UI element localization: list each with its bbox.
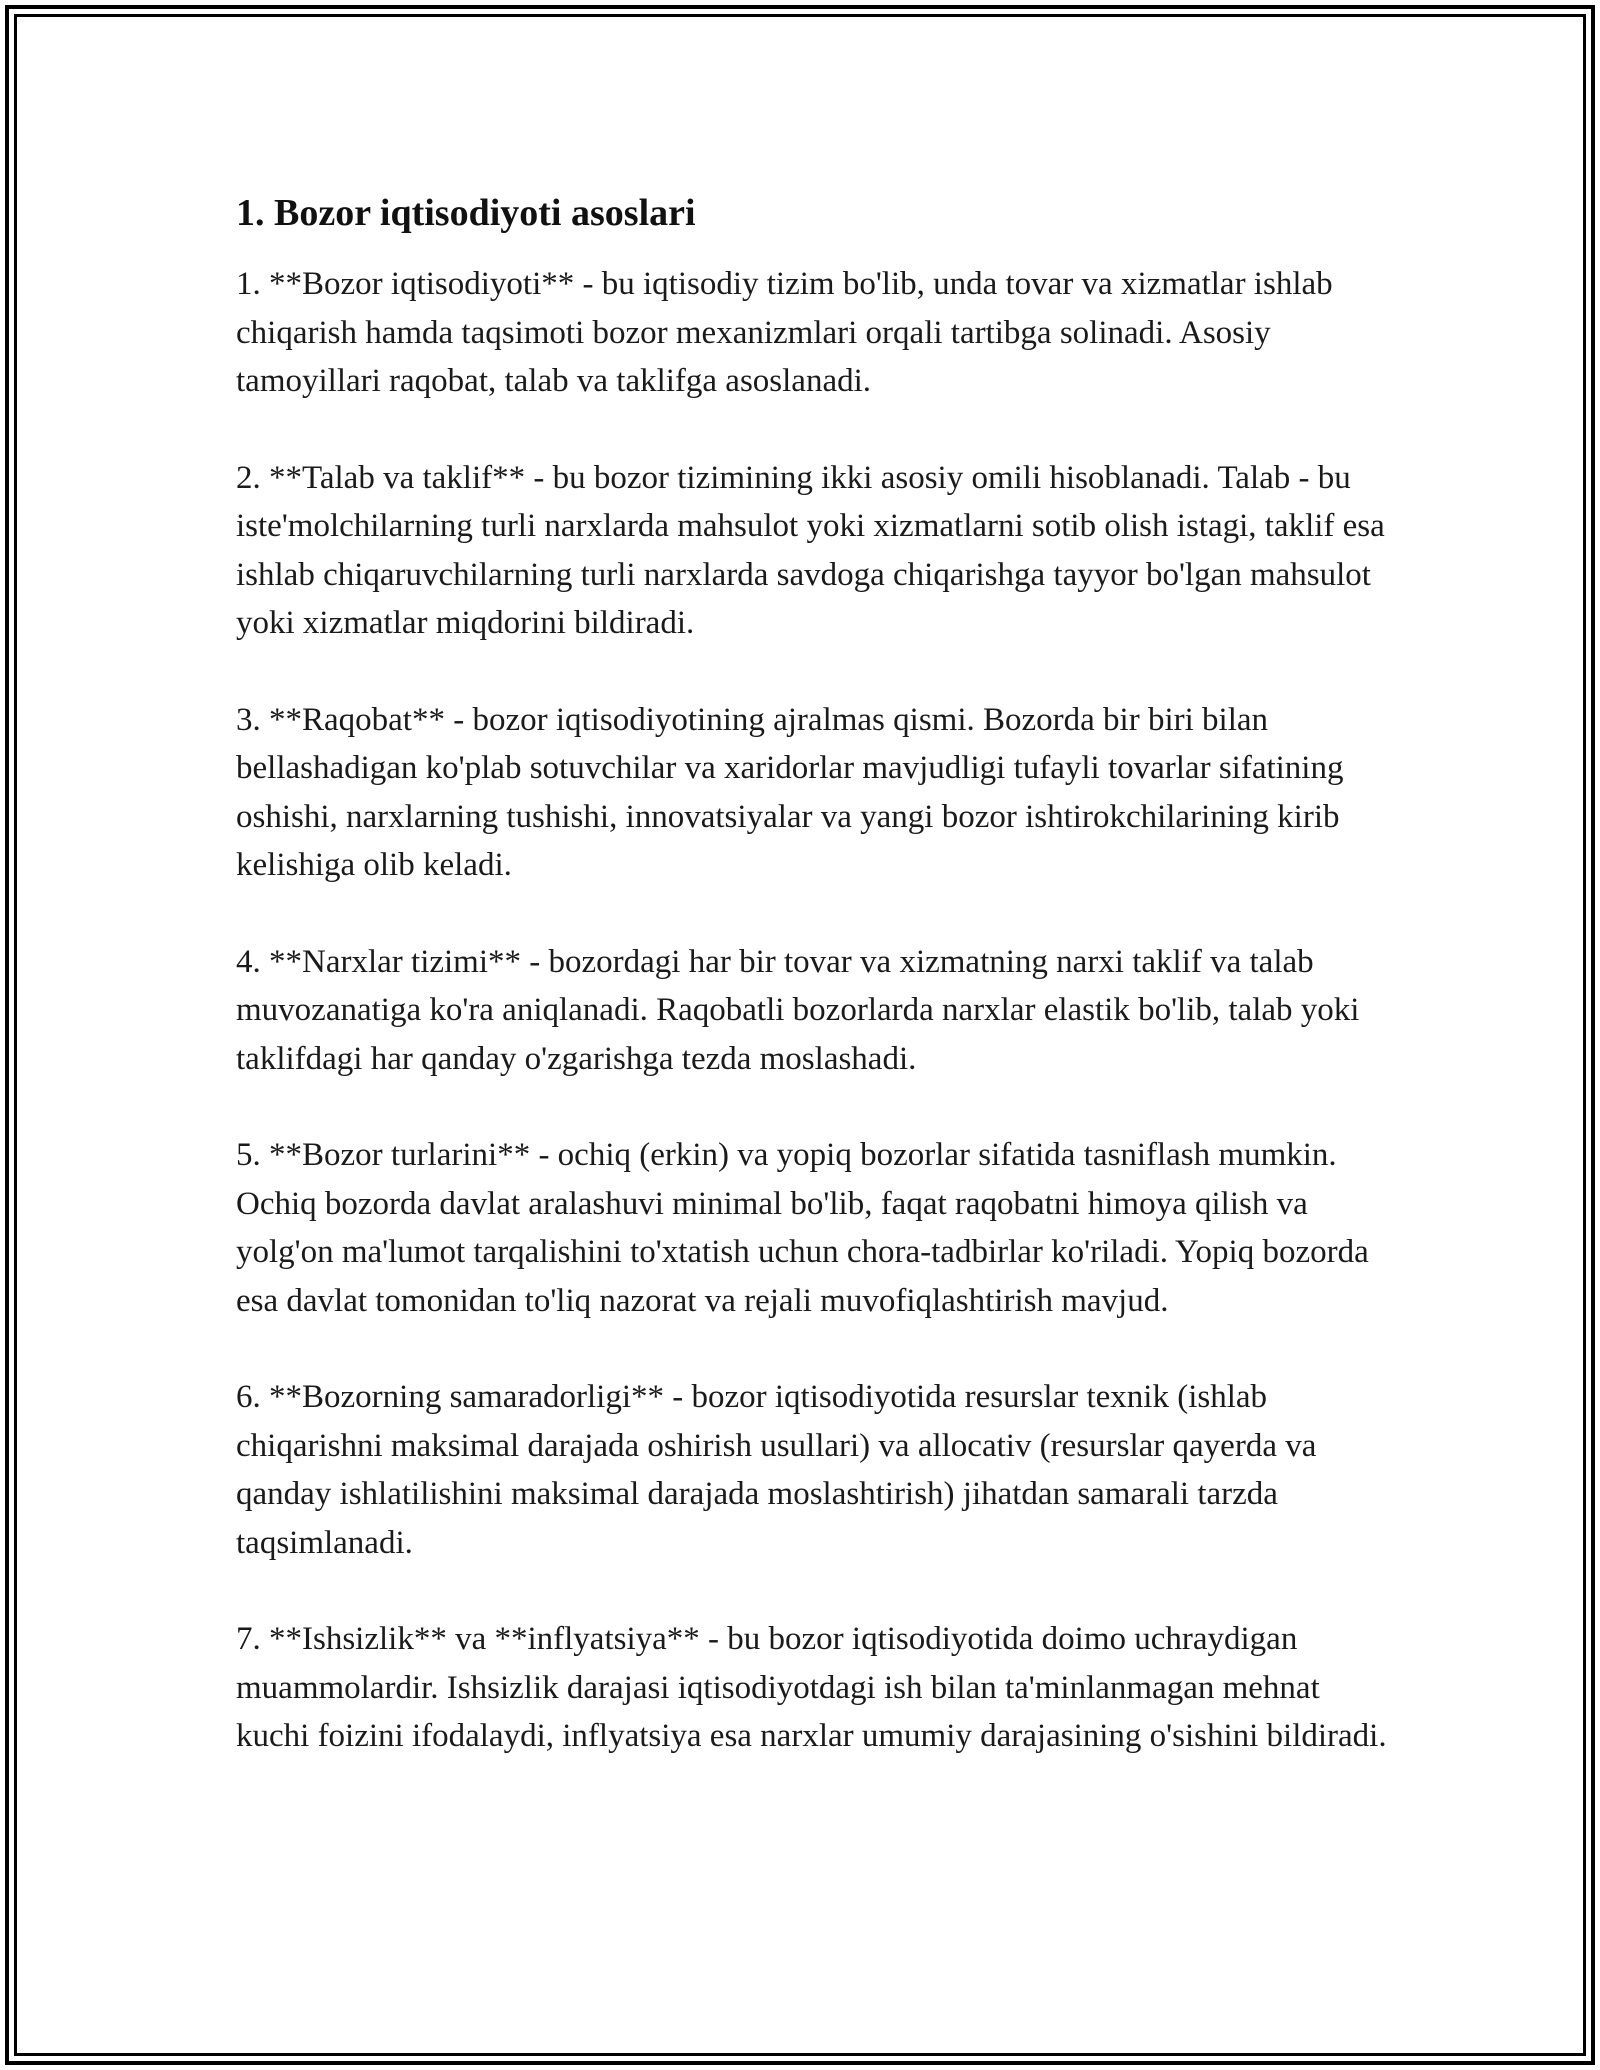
paragraph-1: 1. **Bozor iqtisodiyoti** - bu iqtisodiy tizim bo'lib, unda tovar va xizmatlar ishlab chiqarish hamda taqsimoti bozor mexanizmlari orqali tartibga solinadi. Asosiy tamoyillari raqobat, talab va taklifga asoslanadi. (236, 266, 1333, 399)
document-body (236, 186, 1396, 1809)
document-title: 1. Bozor iqtisodiyoti asoslari (236, 192, 696, 234)
paragraph-5: 5. **Bozor turlarini** - ochiq (erkin) va yopiq bozorlar sifatida tasniflash mumkin. Ochiq bozorda davlat aralashuvi minimal bo'lib, faqat raqobatni himoya qilish va yolg'on ma'lumot tarqalishini to'xtatish uchun chora-tadbirlar ko'riladi. Yopiq bozorda esa davlat tomonidan to'liq nazorat va rejali muvofiqlashtirish mavjud. (236, 1137, 1369, 1319)
paragraph-3: 3. **Raqobat** - bozor iqtisodiyotining ajralmas qismi. Bozorda bir biri bilan bellashadigan ko'plab sotuvchilar va xaridorlar mavjudligi tufayli tovarlar sifatining oshishi, narxlarning tushishi, innovatsiyalar va yangi bozor ishtirokchilarining kirib kelishiga olib keladi. (236, 701, 1344, 883)
paragraph-2: 2. **Talab va taklif** - bu bozor tizimining ikki asosiy omili hisoblanadi. Talab - bu iste'molchilarning turli narxlarda mahsulot yoki xizmatlarni sotib olish istagi, taklif esa ishlab chiqaruvchilarning turli narxlarda savdoga chiqarishga tayyor bo'lgan mahsulot yoki xizmatlar miqdorini bildiradi. (236, 459, 1385, 641)
paragraph-4: 4. **Narxlar tizimi** - bozordagi har bir tovar va xizmatning narxi taklif va talab muvozanatiga ko'ra aniqlanadi. Raqobatli bozorlarda narxlar elastik bo'lib, talab yoki taklifdagi har qanday o'zgarishga tezda moslashadi. (236, 943, 1360, 1077)
paragraph-7: 7. **Ishsizlik** va **inflyatsiya** - bu bozor iqtisodiyotida doimo uchraydigan muammolardir. Ishsizlik darajasi iqtisodiyotdagi ish bilan ta'minlanmagan mehnat kuchi foizini ifodalaydi, inflyatsiya esa narxlar umumiy darajasining o'sishini bildiradi. (236, 1621, 1387, 1754)
paragraph-6: 6. **Bozorning samaradorligi** - bozor iqtisodiyotida resurslar texnik (ishlab chiqarishni maksimal darajada oshirish usullari) va allocativ (resurslar qayerda va qanday ishlatilishini maksimal darajada moslashtirish) jihatdan samarali tarzda taqsimlanadi. (236, 1379, 1317, 1561)
